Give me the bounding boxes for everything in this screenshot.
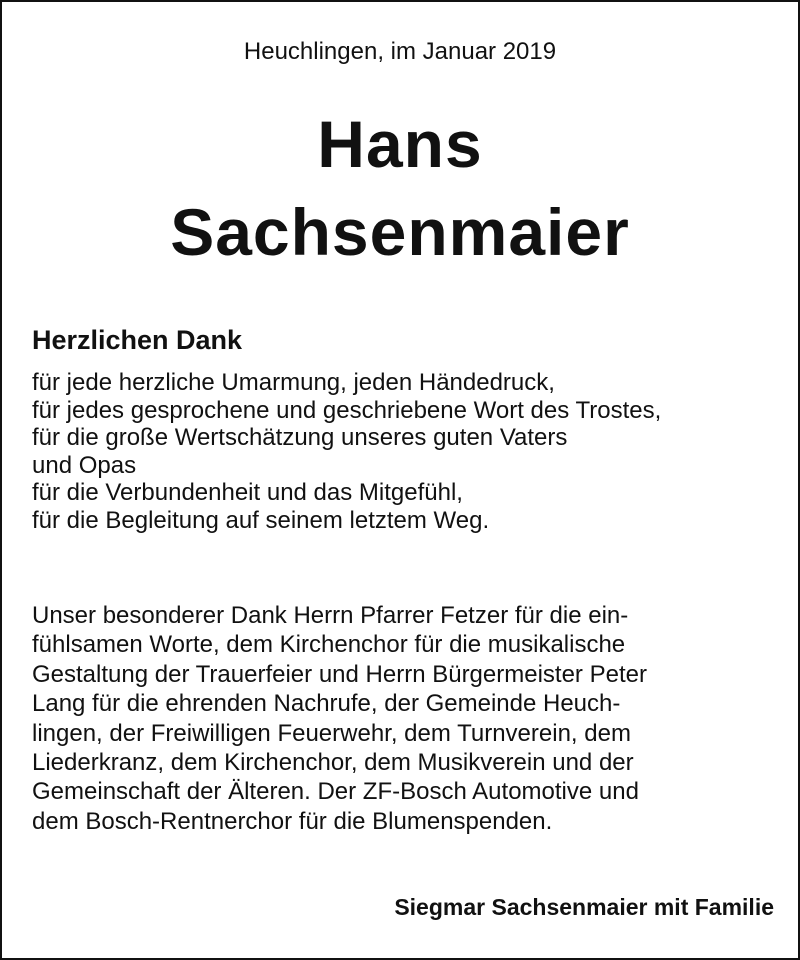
special-thanks-line: Gestaltung der Trauerfeier und Herrn Bürgermeister Peter [32,660,647,688]
place-date: Heuchlingen, im Januar 2019 [243,38,557,65]
thanks-line: für die Verbundenheit und das Mitgefühl, [32,479,463,507]
thanks-line: und Opas [32,451,137,479]
thanks-lines [32,369,661,535]
thanks-line: für die Begleitung auf seinem letztem Weg. [32,506,490,534]
thanks-line: für jedes gesprochene und geschriebene Wort des Trostes, [32,396,662,424]
special-thanks-line: lingen, der Freiwilligen Feuerwehr, dem Turnverein, dem [32,719,631,747]
thanks-heading: Herzlichen Dank [32,325,243,355]
deceased-last-name: Sachsenmaier [170,195,630,269]
special-thanks-line: Unser besonderer Dank Herrn Pfarrer Fetzer für die ein- [32,602,629,629]
special-thanks-line: fühlsamen Worte, dem Kirchenchor für die musikalische [32,631,626,659]
thanks-line: für jede herzliche Umarmung, jeden Händedruck, [32,369,555,396]
special-thanks-line: Liederkranz, dem Kirchenchor, dem Musikverein und der [32,749,634,777]
special-thanks-line: Gemeinschaft der Älteren. Der ZF-Bosch Automotive und [32,778,639,806]
special-thanks-line: Lang für die ehrenden Nachrufe, der Gemeinde Heuch- [32,690,621,718]
signature: Siegmar Sachsenmaier mit Familie [394,894,774,920]
deceased-first-name: Hans [317,107,483,181]
special-thanks-line: dem Bosch-Rentnerchor für die Blumenspenden. [32,807,553,835]
special-thanks-paragraph [32,601,647,836]
thanks-line: für die große Wertschätzung unseres guten Vaters [32,424,568,452]
